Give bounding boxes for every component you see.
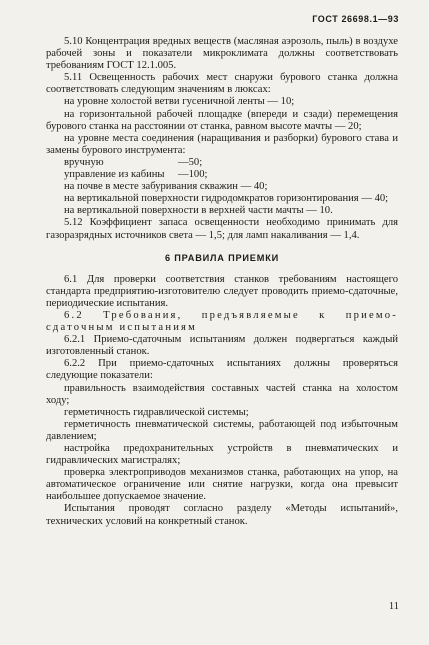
paragraph-6-2-2: 6.2.2 При приемо-сдаточных испытаниях должны проверяться следующие показатели: bbox=[46, 358, 398, 382]
paragraph-6-1: 6.1 Для проверки соответствия станков требованиям настоящего стандарта предприятию-изготовителю следует проводить приемо-сдаточные, периодические испытания. bbox=[46, 273, 398, 309]
manual-value: —50; bbox=[178, 156, 203, 168]
testing-method-note: Испытания проводят согласно разделу «Методы испытаний», технических условий на конкретный станок. bbox=[46, 503, 398, 527]
lux-item-manual bbox=[46, 157, 398, 169]
paragraph-5-11: 5.11 Освещенность рабочих мест снаружи бурового станка должна соответствовать следующим значениям в люксах: bbox=[46, 72, 398, 96]
cabin-label: управление из кабины bbox=[64, 169, 165, 181]
lux-item-track: на уровне холостой ветви гусеничной ленты — 10; bbox=[64, 96, 295, 108]
lux-item-joint: на уровне места соединения (наращивания и разборки) бурового става и замены бурового инструмента: bbox=[46, 132, 398, 156]
page-body bbox=[46, 36, 398, 528]
paragraph-5-10: 5.10 Концентрация вредных веществ (масляная аэрозоль, пыль) в воздухе рабочей зоны и показатели микроклимата должны соответствовать требованиям ГОСТ 12.1.005. bbox=[46, 36, 398, 72]
page-number: 11 bbox=[388, 601, 399, 612]
manual-label: вручную bbox=[64, 156, 104, 168]
section-heading: 6 ПРАВИЛА ПРИЕМКИ bbox=[164, 252, 280, 263]
check-item-safety-devices: настройка предохранительных устройств в пневматических и гидравлических магистралях; bbox=[46, 443, 398, 467]
check-item-hydraulic: герметичность гидравлической системы; bbox=[64, 406, 249, 418]
paragraph-5-12: 5.12 Коэффициент запаса освещенности необходимо принимать для газоразрядных источников света — 1,5; для ламп накаливания — 1,4. bbox=[46, 217, 398, 241]
check-item-interaction: правильность взаимодействия составных частей станка на холостом ходу; bbox=[46, 382, 398, 406]
paragraph-6-2: 6.2 Требования, предъявляемые к приемо-сдаточным испытаниям bbox=[46, 309, 398, 334]
cabin-value: —100; bbox=[178, 169, 208, 181]
lux-item-jacks: на вертикальной поверхности гидродомкратов горизонтирования — 40; bbox=[64, 193, 389, 205]
lux-item-platform: на горизонтальной рабочей площадке (впереди и сзади) перемещения бурового станка на расстоянии от станка, равном высоте мачты — 20; bbox=[46, 108, 398, 132]
paragraph-6-2-1: 6.2.1 Приемо-сдаточным испытаниям должен подвергаться каждый изготовленный станок. bbox=[46, 334, 398, 358]
check-item-electric-drives: проверка электроприводов механизмов станка, работающих на упор, на автоматическое ограничение или снятие нагрузки, когда она превысит наибольшее допускаемое значение. bbox=[46, 467, 398, 503]
check-item-pneumatic: герметичность пневматической системы, работающей под избыточным давлением; bbox=[46, 418, 398, 442]
document-code: ГОСТ 26698.1—93 bbox=[312, 14, 399, 24]
lux-item-cabin bbox=[46, 169, 398, 181]
lux-item-mast: на вертикальной поверхности в верхней части мачты — 10. bbox=[64, 205, 333, 217]
lux-item-ground: на почве в месте забуривания скважин — 40; bbox=[64, 181, 268, 193]
